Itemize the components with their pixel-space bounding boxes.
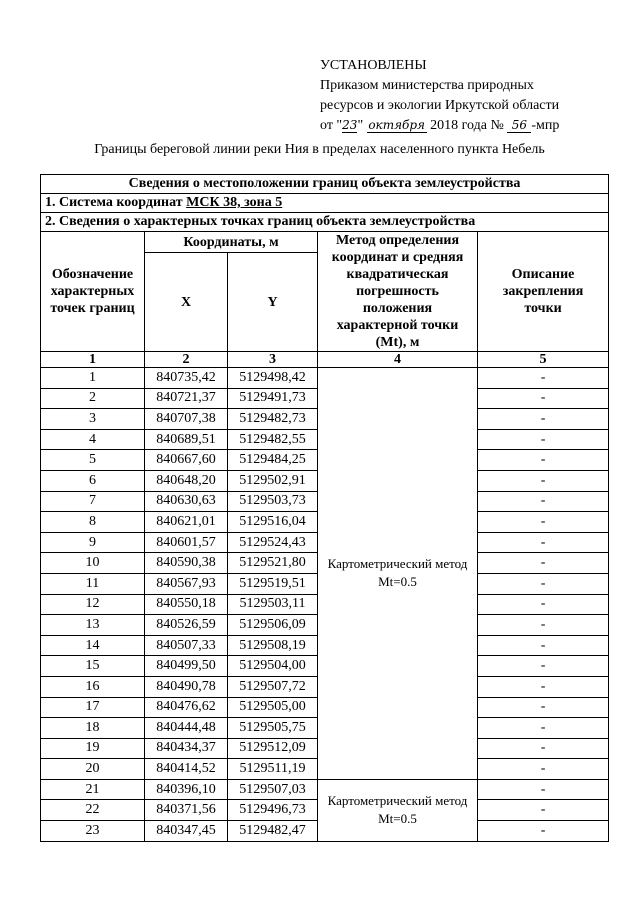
point-number: 1 [41,368,145,389]
coord-x: 840347,45 [145,821,228,842]
coord-x: 840434,37 [145,738,228,759]
coord-y: 5129484,25 [228,450,318,471]
coord-y: 5129482,73 [228,409,318,430]
coord-x: 840689,51 [145,429,228,450]
point-number: 15 [41,656,145,677]
section-1-coordinate-system: 1. Система координат МСК 38, зона 5 [41,194,609,213]
coord-x: 840371,56 [145,800,228,821]
point-description: - [478,779,609,800]
coord-y: 5129507,03 [228,779,318,800]
coord-y: 5129505,75 [228,718,318,739]
point-number: 14 [41,635,145,656]
point-description: - [478,656,609,677]
coord-y: 5129519,51 [228,573,318,594]
point-number: 3 [41,409,145,430]
coord-x: 840721,37 [145,388,228,409]
handwritten-number: 56 [507,118,531,133]
coord-y: 5129491,73 [228,388,318,409]
point-number: 10 [41,553,145,574]
point-description: - [478,512,609,533]
point-description: - [478,429,609,450]
coord-y: 5129503,11 [228,594,318,615]
coord-y: 5129507,72 [228,676,318,697]
coord-x: 840735,42 [145,368,228,389]
coord-x: 840648,20 [145,470,228,491]
method-cell: Картометрический метод Mt=0.5 [318,779,478,841]
table-row [41,779,609,800]
handwritten-month: октября [368,118,425,132]
coord-x: 840550,18 [145,594,228,615]
col-number: 5 [478,352,609,368]
coordinate-system-value: МСК 38, зона 5 [186,195,283,210]
point-number: 5 [41,450,145,471]
coord-x: 840601,57 [145,532,228,553]
col-header-description: Описание закрепления точки [478,232,609,352]
point-number: 18 [41,718,145,739]
col-header-y: Y [228,253,318,352]
point-description: - [478,676,609,697]
point-description: - [478,388,609,409]
coord-x: 840526,59 [145,615,228,636]
approval-line-1: Приказом министерства природных [320,78,534,93]
point-number: 16 [41,676,145,697]
col-header-method: Метод определения координат и средняя квадратическая погрешность положения характерной точки (Mt), м [318,232,478,352]
coord-x: 840444,48 [145,718,228,739]
col-header-x: X [145,253,228,352]
coord-x: 840396,10 [145,779,228,800]
point-number: 20 [41,759,145,780]
section-2-title: 2. Сведения о характерных точках границ объекта землеустройства [41,213,609,232]
date-quote: " [357,118,364,133]
point-number: 13 [41,615,145,636]
point-description: - [478,800,609,821]
coord-y: 5129524,43 [228,532,318,553]
coord-y: 5129498,42 [228,368,318,389]
point-number: 21 [41,779,145,800]
point-number: 2 [41,388,145,409]
coord-x: 840499,50 [145,656,228,677]
boundary-points-table [40,174,609,842]
point-description: - [478,738,609,759]
coord-x: 840414,52 [145,759,228,780]
point-number: 19 [41,738,145,759]
approval-line-2: ресурсов и экологии Иркутской области [320,98,560,113]
date-year: 2018 года № [430,118,504,133]
coord-x: 840476,62 [145,697,228,718]
handwritten-day: 23 [342,118,358,132]
coord-x: 840667,60 [145,450,228,471]
coord-y: 5129482,47 [228,821,318,842]
coord-y: 5129521,80 [228,553,318,574]
point-number: 7 [41,491,145,512]
coord-y: 5129504,00 [228,656,318,677]
coord-y: 5129512,09 [228,738,318,759]
col-header-coordinates: Координаты, м [145,232,318,253]
date-prefix: от " [320,118,343,133]
coord-y: 5129482,55 [228,429,318,450]
coord-x: 840490,78 [145,676,228,697]
point-description: - [478,718,609,739]
col-number: 4 [318,352,478,368]
point-description: - [478,532,609,553]
col-number: 1 [41,352,145,368]
point-number: 6 [41,470,145,491]
point-description: - [478,450,609,471]
point-number: 23 [41,821,145,842]
point-number: 8 [41,512,145,533]
point-description: - [478,697,609,718]
point-description: - [478,409,609,430]
table-main-header: Сведения о местоположении границ объекта землеустройства [41,175,609,194]
point-description: - [478,635,609,656]
col-header-designation: Обозначение характерных точек границ [41,232,145,352]
point-number: 11 [41,573,145,594]
point-number: 22 [41,800,145,821]
point-description: - [478,615,609,636]
table-row [41,368,609,389]
point-description: - [478,759,609,780]
coord-x: 840630,63 [145,491,228,512]
point-description: - [478,594,609,615]
coord-y: 5129508,19 [228,635,318,656]
point-description: - [478,470,609,491]
point-number: 12 [41,594,145,615]
col-number: 2 [145,352,228,368]
document-title: Границы береговой линии реки Ния в пределах населенного пункта Небель [94,142,545,157]
coord-y: 5129511,19 [228,759,318,780]
coord-y: 5129505,00 [228,697,318,718]
point-number: 4 [41,429,145,450]
coord-y: 5129503,73 [228,491,318,512]
coord-y: 5129506,09 [228,615,318,636]
point-description: - [478,491,609,512]
coord-x: 840590,38 [145,553,228,574]
approval-date-line [320,116,559,136]
coord-y: 5129496,73 [228,800,318,821]
method-cell: Картометрический метод Mt=0.5 [318,368,478,780]
approval-block [320,56,559,136]
approval-title: УСТАНОВЛЕНЫ [320,58,427,73]
point-description: - [478,553,609,574]
coord-x: 840507,33 [145,635,228,656]
point-description: - [478,573,609,594]
col-number: 3 [228,352,318,368]
point-description: - [478,821,609,842]
coord-x: 840567,93 [145,573,228,594]
point-description: - [478,368,609,389]
coord-y: 5129502,91 [228,470,318,491]
point-number: 17 [41,697,145,718]
point-number: 9 [41,532,145,553]
coord-y: 5129516,04 [228,512,318,533]
coord-x: 840621,01 [145,512,228,533]
number-suffix: -мпр [531,118,560,133]
coord-x: 840707,38 [145,409,228,430]
